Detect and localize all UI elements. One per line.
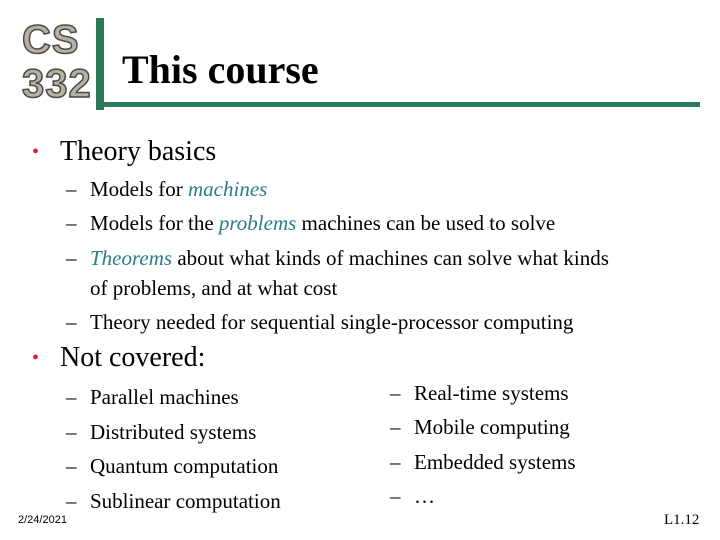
logo-line-2: 332 — [22, 62, 92, 106]
subitem-text: Models for — [90, 177, 188, 201]
title-vertical-rule — [96, 18, 104, 110]
emphasis-text: Theorems — [90, 246, 173, 270]
subitem-text: Theory needed for sequential single-processor computing — [90, 310, 574, 334]
dash-glyph: – — [66, 211, 77, 235]
logo-line-1: CS — [22, 18, 80, 62]
bullet-dot-icon: • — [32, 141, 40, 163]
subitem-text: Models for the — [90, 211, 219, 235]
dash-glyph: – — [390, 484, 401, 508]
dash-glyph: – — [66, 489, 77, 513]
item-text: Distributed systems — [90, 420, 257, 444]
item-text: Quantum computation — [90, 454, 279, 478]
slide-number: L1.12 — [664, 512, 700, 528]
emphasis-text: machines — [188, 177, 268, 201]
dash-glyph: – — [66, 385, 77, 409]
dash-glyph: – — [66, 177, 77, 201]
emphasis-text: problems — [218, 211, 297, 235]
bullet-text: Theory basics — [60, 136, 217, 167]
bullet-text: Not covered: — [60, 342, 206, 373]
dash-glyph: – — [66, 310, 77, 334]
title-horizontal-rule — [96, 102, 700, 107]
slide-title: This course — [122, 47, 319, 92]
item-text: Parallel machines — [90, 385, 239, 409]
dash-glyph: – — [390, 381, 401, 405]
footer-date: 2/24/2021 — [18, 514, 67, 526]
dash-glyph: – — [66, 246, 77, 270]
item-text: … — [414, 484, 435, 508]
dash-glyph: – — [66, 454, 77, 478]
dash-glyph: – — [390, 450, 401, 474]
course-logo — [22, 20, 92, 106]
dash-glyph: – — [390, 415, 401, 439]
item-text: Sublinear computation — [90, 489, 281, 513]
subitem-text: about what kinds of machines can solve what kinds — [172, 246, 609, 270]
subitem-text: machines can be used to solve — [296, 211, 556, 235]
subitem-text: of problems, and at what cost — [90, 276, 338, 300]
bullet-dot-icon: • — [32, 347, 40, 369]
dash-glyph: – — [66, 420, 77, 444]
item-text: Mobile computing — [414, 415, 570, 439]
item-text: Embedded systems — [414, 450, 576, 474]
item-text: Real-time systems — [414, 381, 569, 405]
